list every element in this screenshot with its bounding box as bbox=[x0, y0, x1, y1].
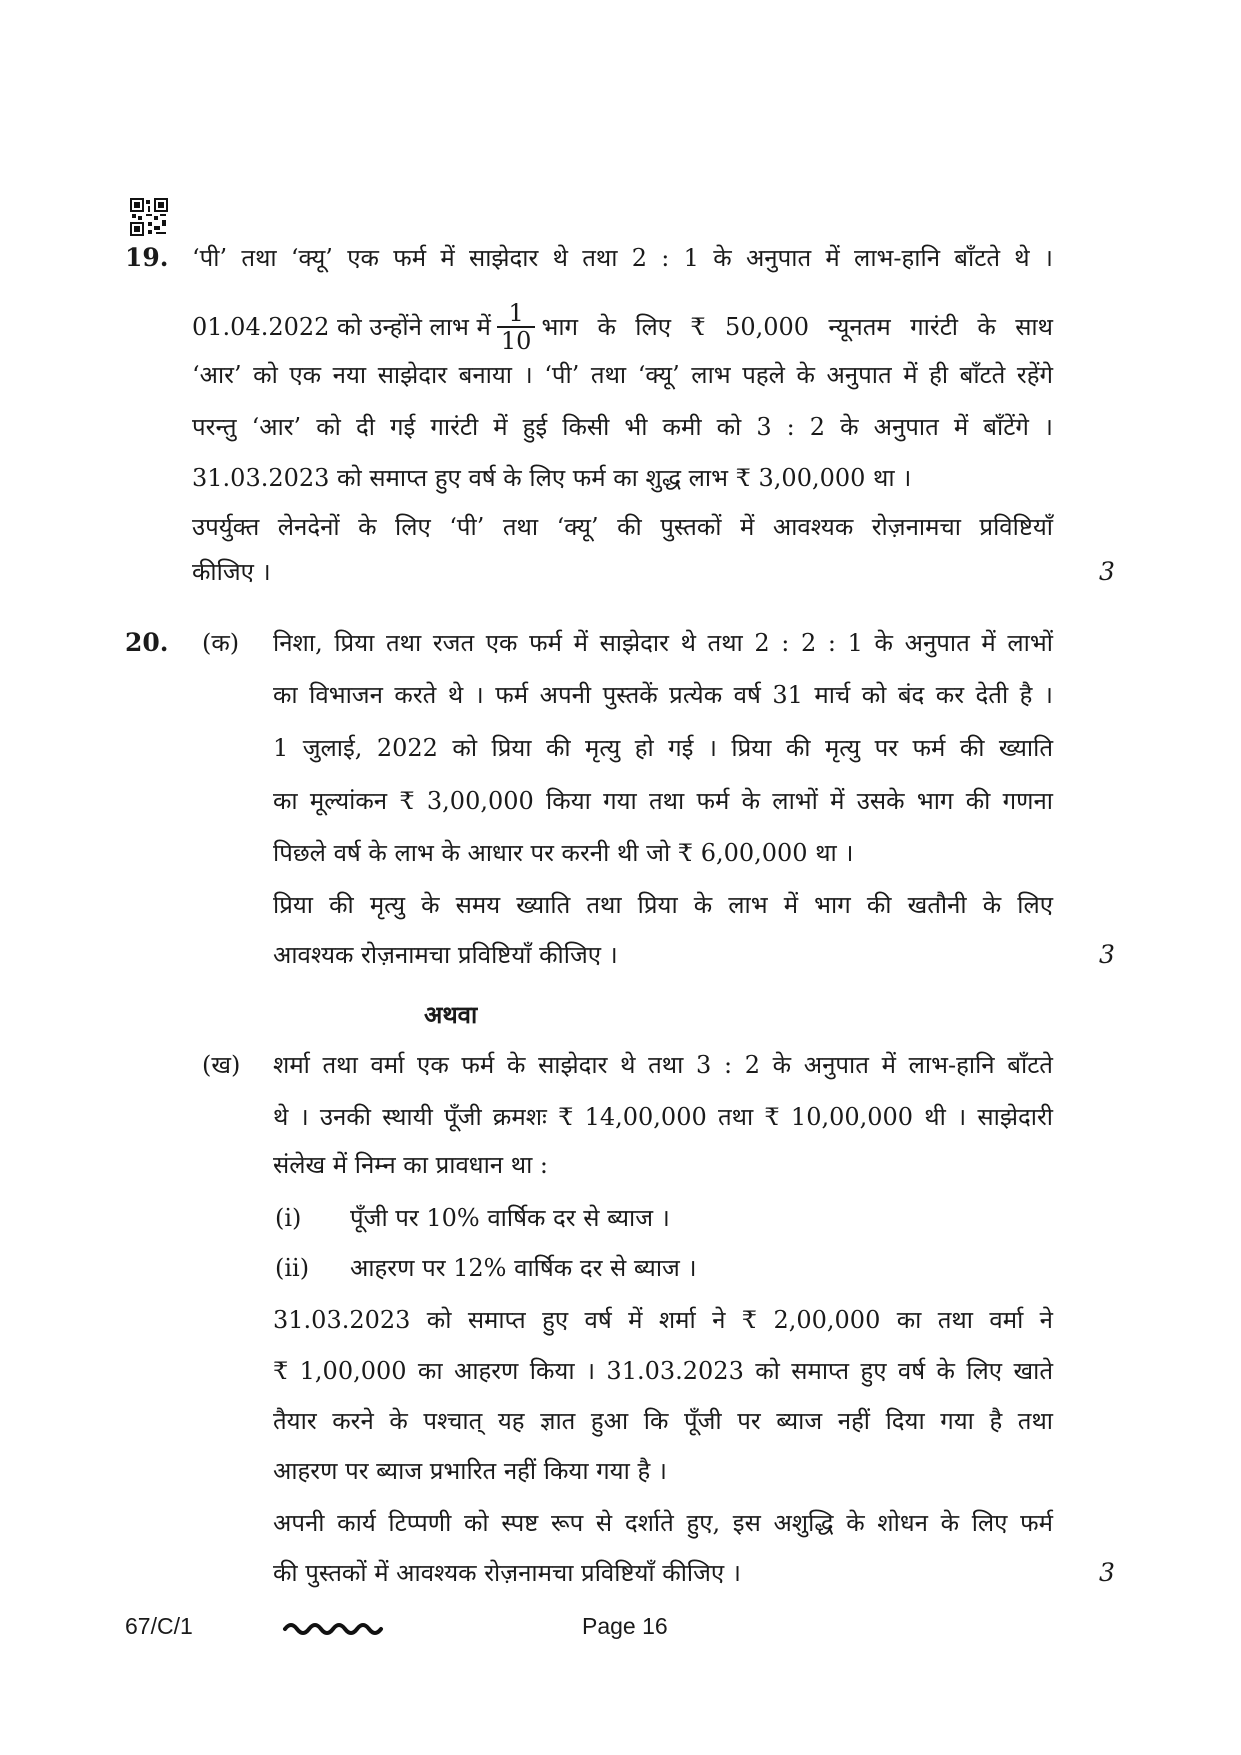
q20a-line-2: का विभाजन करते थे । फर्म अपनी पुस्तकें प्रत्येक वर्ष 31 मार्च को बंद कर देती है । bbox=[273, 681, 1053, 709]
q19-line-3: ‘आर’ को एक नया साझेदार बनाया । ‘पी’ तथा ‘क्यू’ लाभ पहले के अनुपात में ही बाँटते रहेंगे bbox=[192, 361, 1053, 389]
q20a-line-6: प्रिया की मृत्यु के समय ख्याति तथा प्रिया के लाभ में भाग की खतौनी के लिए bbox=[273, 891, 1053, 919]
q20a-line-7: आवश्यक रोज़नामचा प्रविष्टियाँ कीजिए । bbox=[273, 941, 618, 969]
q20b-line-7-visible: आहरण पर ब्याज प्रभारित नहीं किया गया है । bbox=[273, 1457, 667, 1485]
q20b-line-5: ₹ 1,00,000 का आहरण किया । 31.03.2023 को समाप्त हुए वर्ष के लिए खाते bbox=[273, 1357, 1053, 1385]
q20b-marks: 3 bbox=[1099, 1558, 1115, 1587]
q20-part-b-label: (ख) bbox=[202, 1051, 241, 1079]
q19-line-2 bbox=[192, 300, 1053, 354]
q19-line-5: 31.03.2023 को समाप्त हुए वर्ष के लिए फर्म का शुद्ध लाभ ₹ 3,00,000 था । bbox=[192, 464, 912, 492]
question-number-19: 19. bbox=[125, 243, 169, 272]
q20b-line-9: की पुस्तकों में आवश्यक रोज़नामचा प्रविष्टियाँ कीजिए । bbox=[273, 1559, 741, 1587]
q20-part-a-label: (क) bbox=[202, 629, 240, 657]
or-separator: अथवा bbox=[424, 1000, 478, 1029]
q20a-line-4: का मूल्यांकन ₹ 3,00,000 किया गया तथा फर्म के लाभों में उसके भाग की गणना bbox=[273, 787, 1053, 815]
q20b-item-i-text: पूँजी पर 10% वार्षिक दर से ब्याज । bbox=[350, 1204, 670, 1232]
q20b-item-ii-text: आहरण पर 12% वार्षिक दर से ब्याज । bbox=[350, 1254, 697, 1282]
q19-line-4: परन्तु ‘आर’ को दी गई गारंटी में हुई किसी भी कमी को 3 : 2 के अनुपात में बाँटेंगे । bbox=[192, 413, 1053, 441]
q19-line-2-end: भाग के लिए ₹ 50,000 न्यूनतम गारंटी के साथ bbox=[541, 313, 1053, 341]
q20a-line-5: पिछले वर्ष के लाभ के आधार पर करनी थी जो ₹ 6,00,000 था । bbox=[273, 839, 854, 867]
page-number: Page 16 bbox=[582, 1613, 668, 1639]
q20a-line-3: 1 जुलाई, 2022 को प्रिया की मृत्यु हो गई । प्रिया की मृत्यु पर फर्म की ख्याति bbox=[273, 734, 1053, 762]
q20b-item-ii-label: (ii) bbox=[275, 1254, 310, 1282]
q20b-line-6: तैयार करने के पश्चात् यह ज्ञात हुआ कि पूँजी पर ब्याज नहीं दिया गया है तथा bbox=[273, 1407, 1053, 1435]
fraction-numerator: 1 bbox=[497, 300, 536, 328]
q19-line-1: ‘पी’ तथा ‘क्यू’ एक फर्म में साझेदार थे तथा 2 : 1 के अनुपात में लाभ-हानि बाँटते थे । bbox=[192, 244, 1053, 272]
q20b-line-4: 31.03.2023 को समाप्त हुए वर्ष में शर्मा ने ₹ 2,00,000 का तथा वर्मा ने bbox=[273, 1306, 1053, 1334]
qr-code bbox=[130, 198, 168, 236]
question-number-20: 20. bbox=[125, 628, 169, 657]
fraction-one-tenth bbox=[497, 300, 536, 354]
q20b-line-1: शर्मा तथा वर्मा एक फर्म के साझेदार थे तथा 3 : 2 के अनुपात में लाभ-हानि बाँटते bbox=[273, 1051, 1053, 1079]
q19-line-6: उपर्युक्त लेनदेनों के लिए ‘पी’ तथा ‘क्यू’ की पुस्तकों में आवश्यक रोज़नामचा प्रविष्टियाँ bbox=[192, 513, 1053, 541]
fraction-denominator: 10 bbox=[500, 327, 532, 355]
q20b-item-i-label: (i) bbox=[275, 1204, 302, 1232]
q19-line-2-start: 01.04.2022 को उन्होंने लाभ में bbox=[192, 313, 491, 341]
paper-code: 67/C/1 bbox=[125, 1613, 193, 1639]
tilde-ornament bbox=[282, 1614, 384, 1640]
q20b-line-2: थे । उनकी स्थायी पूँजी क्रमशः ₹ 14,00,000 तथा ₹ 10,00,000 थी । साझेदारी bbox=[273, 1103, 1053, 1131]
q19-line-7: कीजिए । bbox=[192, 558, 271, 586]
q20b-line-8: अपनी कार्य टिप्पणी को स्पष्ट रूप से दर्शाते हुए, इस अशुद्धि के शोधन के लिए फर्म bbox=[273, 1509, 1053, 1537]
q19-marks: 3 bbox=[1099, 557, 1115, 586]
q20a-marks: 3 bbox=[1099, 940, 1115, 969]
q20b-line-3: संलेख में निम्न का प्रावधान था : bbox=[273, 1151, 548, 1179]
q20a-line-1: निशा, प्रिया तथा रजत एक फर्म में साझेदार थे तथा 2 : 2 : 1 के अनुपात में लाभों bbox=[273, 629, 1053, 657]
